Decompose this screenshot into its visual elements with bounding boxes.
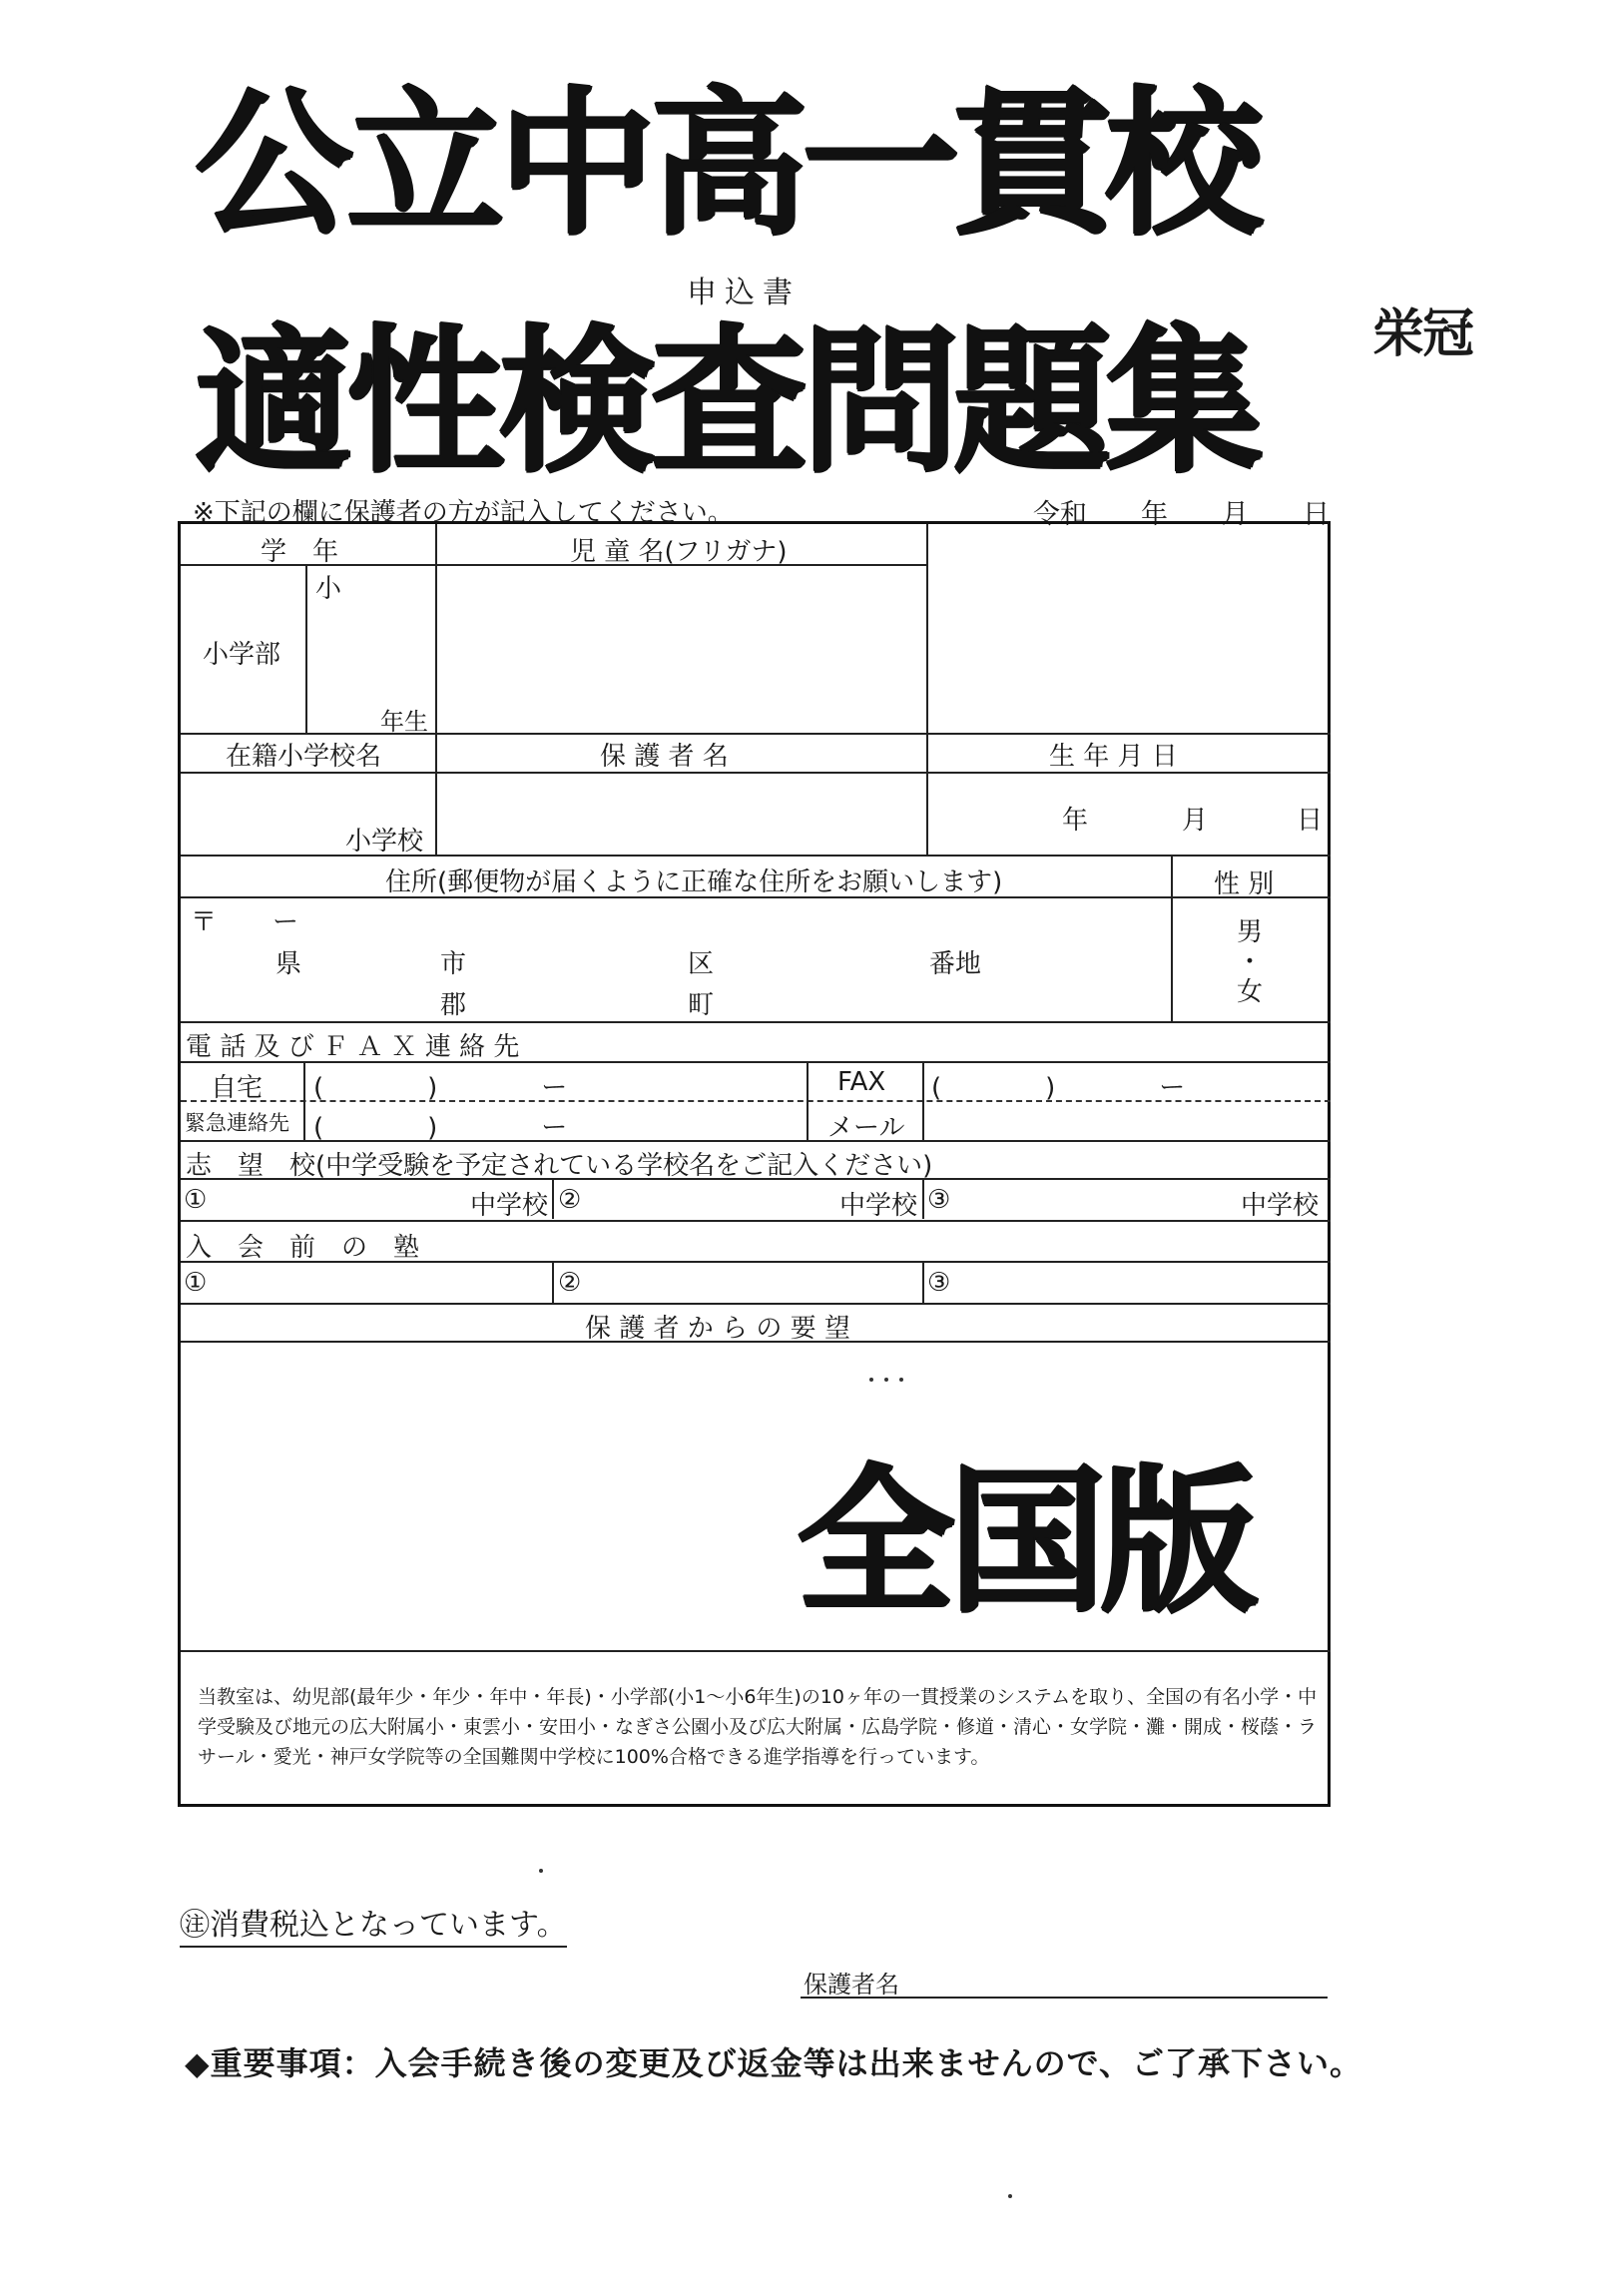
choice-2-number: ② — [558, 1185, 582, 1215]
address-header: 住所(郵便物が届くように正確な住所をお願いします) — [385, 867, 1003, 897]
school-name-field[interactable] — [181, 774, 433, 853]
address-field[interactable] — [181, 898, 1169, 1019]
rule — [807, 1061, 809, 1140]
town-label: 町 — [688, 990, 715, 1020]
school-description: 当教室は、幼児部(最年少・年少・年中・年長)・小学部(小1～小6年生)の10ヶ年の一貫授業のシステムを取り、全国の有名小学・中学受験及び地元の広大附属小・東雲小・安田小・なぎさ公園小及び広大附属・広島学院・修道・清心・女学院・灘・開成・桜蔭・ラサール・愛光・神戸女学院等の全国難関中学校に100%合格できる進学指導を行っています。 — [198, 1686, 1318, 1768]
choice-1-number: ① — [184, 1185, 208, 1215]
photo-area[interactable] — [928, 526, 1328, 731]
city-label: 市 — [440, 949, 467, 979]
rule — [181, 733, 1331, 735]
prefecture-label: 県 — [275, 949, 302, 979]
rule — [552, 1178, 554, 1219]
elementary-label: 小学部 — [203, 640, 281, 670]
scan-speck — [869, 1378, 873, 1382]
choice-2-suffix: 中学校 — [839, 1191, 918, 1221]
rule — [181, 1220, 1331, 1222]
gender-male[interactable]: 男 — [1237, 917, 1264, 947]
guardian-header: 保 護 者 名 — [600, 742, 729, 772]
date-line: 令和 年 月 日 — [1033, 499, 1330, 530]
fax-field[interactable]: ( ) ー — [931, 1073, 1186, 1103]
emergency-label: 緊急連絡先 — [185, 1111, 289, 1135]
emergency-phone-field[interactable]: ( ) ー — [313, 1113, 568, 1143]
brand-name: 栄冠 — [1372, 304, 1473, 364]
guardian-name-field[interactable] — [437, 774, 924, 853]
scan-speck — [1008, 2194, 1012, 2198]
grade-suffix: 年生 — [380, 708, 428, 736]
banchi-label: 番地 — [929, 949, 982, 979]
choice-3-suffix: 中学校 — [1241, 1191, 1320, 1221]
form-note: ※下記の欄に保護者の方が記入してください。 — [193, 498, 734, 528]
gender-female[interactable]: 女 — [1237, 977, 1264, 1007]
county-label: 郡 — [440, 990, 467, 1020]
juku-3-number: ③ — [927, 1268, 951, 1298]
juku-2-number: ② — [558, 1268, 582, 1298]
rule — [922, 1178, 924, 1219]
school-header: 在籍小学校名 — [226, 742, 382, 772]
postal-mark: 〒 — [191, 907, 218, 937]
rule — [552, 1261, 554, 1303]
birthday-field[interactable] — [928, 774, 1328, 853]
birthday-day: 日 — [1297, 806, 1324, 836]
request-header: 保 護 者 か ら の 要 望 — [585, 1314, 850, 1344]
title-top: 公立中高一貫校 — [195, 73, 1257, 257]
grade-header: 学 年 — [261, 537, 339, 567]
postal-dash: ー — [272, 907, 299, 937]
juku-1-number: ① — [184, 1268, 208, 1298]
gender-header: 性 別 — [1214, 869, 1275, 899]
guardian-sign-label: 保護者名 — [804, 1971, 899, 1999]
mail-label: メール — [827, 1113, 905, 1143]
grade-prefix: 小 — [315, 574, 342, 604]
gender-dot: ・ — [1237, 947, 1264, 977]
school-suffix: 小学校 — [345, 827, 424, 857]
ward-label: 区 — [688, 949, 715, 979]
choice-3-number: ③ — [927, 1185, 951, 1215]
scan-speck — [539, 1869, 543, 1873]
scan-speck — [884, 1378, 888, 1382]
birthday-year: 年 — [1062, 806, 1089, 836]
choice-1-suffix: 中学校 — [470, 1191, 549, 1221]
fax-label: FAX — [837, 1067, 886, 1097]
rule — [922, 1261, 924, 1303]
birthday-header: 生 年 月 日 — [1049, 742, 1178, 772]
rule — [181, 1650, 1331, 1652]
child-name-field[interactable] — [437, 566, 924, 731]
title-main: 適性検査問題集 — [195, 310, 1257, 494]
rule — [181, 1021, 1331, 1023]
tax-note: ㊟消費税込となっています。 — [180, 1900, 567, 1948]
subtitle: 申込書 — [687, 276, 801, 310]
nationwide-stamp: 全国版 — [797, 1450, 1252, 1634]
birthday-month: 月 — [1182, 806, 1209, 836]
phone-header: 電 話 及 び Ｆ Ａ Ｘ 連 絡 先 — [186, 1032, 520, 1062]
rule — [305, 564, 307, 733]
choice-header: 志 望 校(中学受験を予定されている学校名をご記入ください) — [186, 1151, 933, 1181]
name-header: 児 童 名(フリガナ) — [570, 537, 788, 567]
important-notice: ◆重要事項：入会手続き後の変更及び返金等は出来ませんので、ご了承下さい。 — [185, 2044, 1362, 2082]
rule — [303, 1061, 305, 1140]
mail-field[interactable] — [924, 1102, 1328, 1138]
scan-speck — [899, 1378, 903, 1382]
home-phone-field[interactable]: ( ) ー — [313, 1073, 568, 1103]
rule — [181, 1303, 1331, 1305]
rule — [1171, 855, 1173, 1021]
guardian-sign-line[interactable] — [801, 1997, 1328, 1999]
juku-header: 入 会 前 の 塾 — [186, 1233, 420, 1263]
home-label: 自宅 — [211, 1073, 264, 1103]
